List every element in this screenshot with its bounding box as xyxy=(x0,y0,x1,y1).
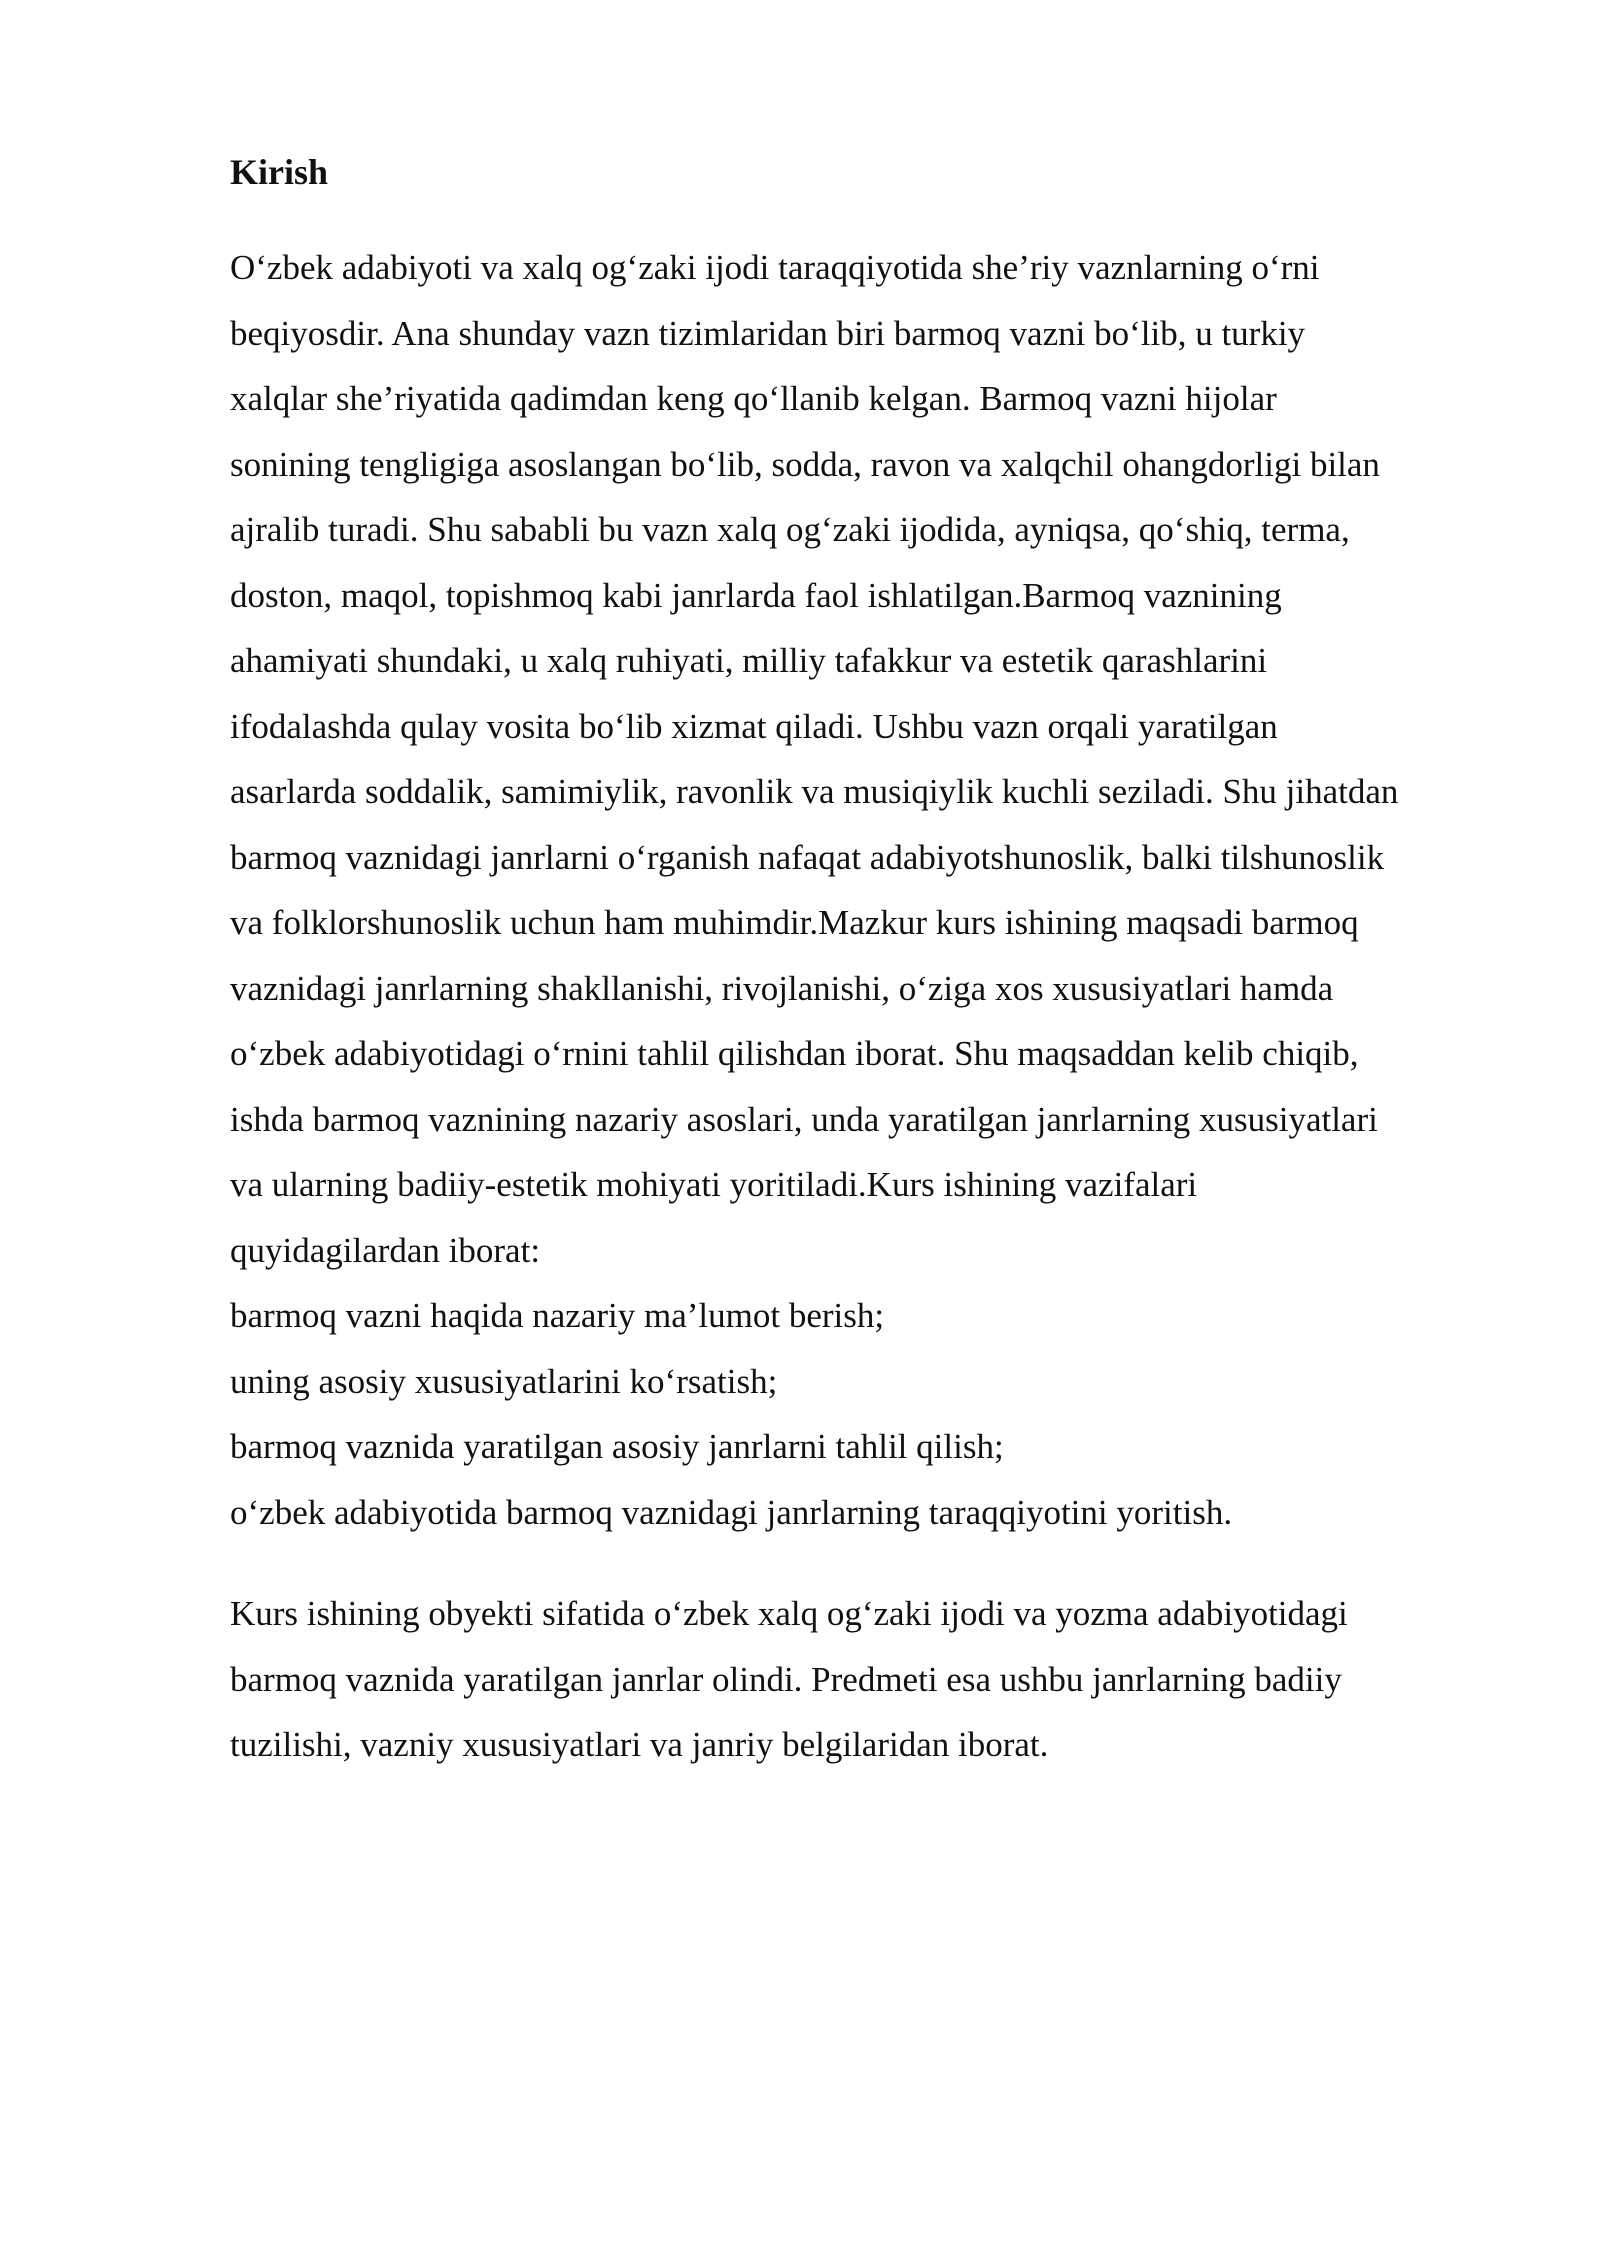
section-heading: Kirish xyxy=(230,152,329,192)
paragraph-introduction xyxy=(230,235,1540,1545)
text-line: ifodalashda qulay vosita bo‘lib xizmat qiladi. Ushbu vazn orqali yaratilgan xyxy=(230,706,1278,746)
text-line: asarlarda soddalik, samimiylik, ravonlik va musiqiylik kuchli seziladi. Shu jihatdan xyxy=(230,772,1399,811)
text-line: barmoq vaznidagi janrlarni o‘rganish nafaqat adabiyotshunoslik, balki tilshunoslik xyxy=(230,837,1385,877)
text-line: O‘zbek adabiyoti va xalq og‘zaki ijodi taraqqiyotida she’riy vaznlarning o‘rni xyxy=(230,248,1320,287)
text-line: tuzilishi, vazniy xususiyatlari va janriy belgilaridan iborat. xyxy=(230,1725,1049,1764)
text-line: o‘zbek adabiyotidagi o‘rnini tahlil qilishdan iborat. Shu maqsaddan kelib chiqib, xyxy=(230,1034,1359,1073)
text-line: beqiyosdir. Ana shunday vazn tizimlaridan biri barmoq vazni bo‘lib, u turkiy xyxy=(230,313,1306,353)
text-line: va folklorshunoslik uchun ham muhimdir.Mazkur kurs ishining maqsadi barmoq xyxy=(230,903,1359,942)
text-line: va ularning badiiy-estetik mohiyati yoritiladi.Kurs ishining vazifalari xyxy=(230,1165,1198,1204)
text-line: ishda barmoq vaznining nazariy asoslari, unda yaratilgan janrlarning xususiyatlari xyxy=(230,1099,1378,1139)
document-body xyxy=(230,140,1540,1778)
text-line: Kurs ishining obyekti sifatida o‘zbek xalq og‘zaki ijodi va yozma adabiyotidagi xyxy=(230,1594,1348,1633)
text-line: xalqlar she’riyatida qadimdan keng qo‘llanib kelgan. Barmoq vazni hijolar xyxy=(230,379,1277,418)
text-line: ahamiyati shundaki, u xalq ruhiyati, milliy tafakkur va estetik qarashlarini xyxy=(230,641,1268,680)
text-line: quyidagilardan iborat: xyxy=(230,1230,541,1270)
task-item: o‘zbek adabiyotida barmoq vaznidagi janrlarning taraqqiyotini yoritish. xyxy=(230,1492,1233,1532)
task-item: barmoq vazni haqida nazariy ma’lumot berish; xyxy=(230,1296,885,1335)
text-line: barmoq vaznida yaratilgan janrlar olindi. Predmeti esa ushbu janrlarning badiiy xyxy=(230,1659,1342,1699)
task-item: uning asosiy xususiyatlarini ko‘rsatish; xyxy=(230,1361,778,1401)
text-line: ajralib turadi. Shu sababli bu vazn xalq og‘zaki ijodida, ayniqsa, qo‘shiq, terma, xyxy=(230,510,1350,549)
text-line: doston, maqol, topishmoq kabi janrlarda faol ishlatilgan.Barmoq vaznining xyxy=(230,575,1282,615)
text-line: vaznidagi janrlarning shakllanishi, rivojlanishi, o‘ziga xos xususiyatlari hamda xyxy=(230,968,1334,1008)
paragraph-object-subject xyxy=(230,1581,1540,1778)
text-line: sonining tengligiga asoslangan bo‘lib, sodda, ravon va xalqchil ohangdorligi bilan xyxy=(230,444,1380,484)
task-item: barmoq vaznida yaratilgan asosiy janrlarni tahlil qilish; xyxy=(230,1427,1004,1466)
